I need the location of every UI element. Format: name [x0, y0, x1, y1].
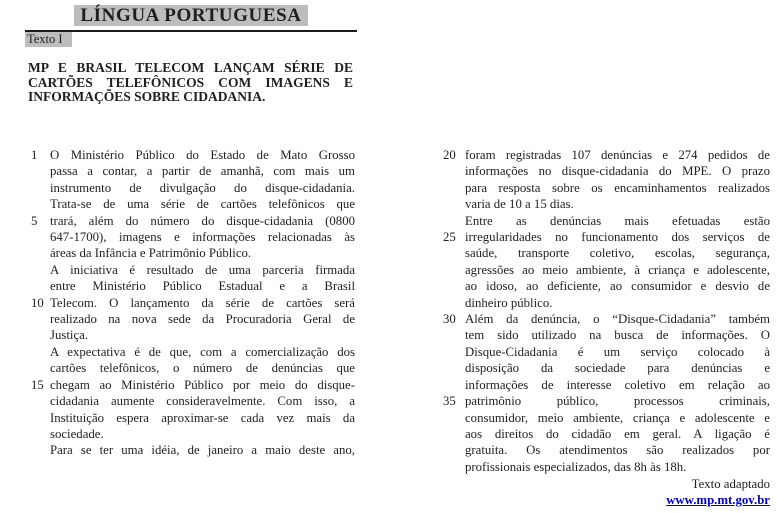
line-number: 5 [31, 213, 38, 228]
line-number: 15 [31, 377, 44, 392]
text-row [31, 327, 355, 343]
text-line: foram registradas 107 denúncias e 274 pedidos de [465, 148, 770, 162]
headline-line: INFORMAÇÕES SOBRE CIDADANIA. [28, 89, 266, 105]
website-link[interactable]: www.mp.mt.gov.br [666, 493, 770, 508]
text-line: tem sido utilizado na busca de informações. O [465, 328, 770, 343]
text-row [31, 262, 355, 278]
text-row [443, 180, 770, 196]
text-row [443, 442, 770, 458]
credit-text: Texto adaptado [691, 477, 770, 491]
text-row [443, 344, 770, 360]
text-row [31, 344, 355, 360]
text-line: aos direitos do cidadão em geral. A ligação é [465, 426, 770, 441]
article-headline [28, 61, 353, 105]
text-line: agressões ao meio ambiente, à criança e adolescente, [465, 262, 770, 277]
text-row [443, 426, 770, 442]
page-title: LÍNGUA PORTUGUESA [74, 5, 307, 26]
text-row [31, 245, 355, 261]
text-line: sociedade. [50, 426, 104, 441]
text-row [443, 229, 770, 245]
text-line: informações de interesse coletivo em relação ao [465, 377, 770, 392]
text-row [31, 213, 355, 229]
text-line: para resposta sobre os encaminhamentos realizados [465, 180, 770, 195]
text-row [443, 377, 770, 393]
text-line: trará, além do número do disque-cidadania (0800 [50, 213, 355, 228]
text-line: consumidor, meio ambiente, criança e adolescente e [465, 410, 770, 425]
headline-line: CARTÕES TELEFÔNICOS COM IMAGENS E [28, 74, 353, 90]
text-row [31, 278, 355, 294]
text-line: Instituição espera aproximar-se cada vez mais da [50, 410, 355, 425]
text-row [443, 213, 770, 229]
text-line: cidadania aumente consideravelmente. Com isso, a [50, 394, 355, 409]
text-line: informações no disque-cidadania do MPE. O prazo [465, 164, 770, 179]
text-line: Disque-Cidadania é um serviço colocado à [465, 344, 770, 359]
text-line: cartões telefônicos, o número de denúncias que [50, 361, 355, 376]
text-line: realizado na nova sede da Procuradoria Geral de [50, 312, 355, 327]
text-row [443, 262, 770, 278]
text-row [31, 180, 355, 196]
text-line: instrumento de divulgação do disque-cidadania. [50, 180, 355, 195]
text-line: Para se ter uma idéia, de janeiro a maio deste ano, [50, 443, 355, 458]
text-line: Telecom. O lançamento da série de cartões será [50, 295, 355, 310]
left-text-column [31, 147, 355, 459]
text-line: irregularidades no funcionamento dos serviços de [465, 230, 770, 245]
text-line: Justiça. [50, 328, 89, 343]
line-number: 25 [443, 230, 456, 245]
text-line: A expectativa é de que, com a comercialização dos [50, 344, 355, 359]
text-row [443, 295, 770, 311]
text-line: O Ministério Público do Estado de Mato Grosso [50, 148, 355, 162]
text-row [443, 196, 770, 212]
text-row [31, 360, 355, 376]
text-row [31, 393, 355, 409]
text-row [31, 229, 355, 245]
text-row [31, 442, 355, 458]
text-line: Trata-se de uma série de cartões telefônicos que [50, 197, 355, 212]
text-line: chegam ao Ministério Público por meio do disque- [50, 377, 355, 392]
text-row [31, 295, 355, 311]
text-line: áreas da Infância e Patrimônio Público. [50, 246, 252, 261]
texto-label: Texto I [25, 32, 72, 47]
text-row [31, 410, 355, 426]
text-line: passa a contar, a partir de amanhã, com mais um [50, 164, 355, 179]
text-line: Além da denúncia, o “Disque-Cidadania” também [465, 312, 770, 327]
text-line: 647-1700), imagens e informações relacionadas às [50, 230, 355, 245]
text-row [443, 311, 770, 327]
text-row [31, 163, 355, 179]
text-row [31, 196, 355, 212]
text-row [443, 410, 770, 426]
text-row [443, 147, 770, 163]
text-row [443, 360, 770, 376]
line-number: 35 [443, 394, 456, 409]
text-line: patrimônio público, processos criminais, [465, 394, 770, 409]
text-row [31, 377, 355, 393]
line-number: 30 [443, 312, 456, 327]
text-row [443, 327, 770, 343]
text-row [31, 147, 355, 163]
line-number: 20 [443, 148, 456, 162]
text-line: dinheiro público. [465, 295, 553, 310]
line-number: 10 [31, 295, 44, 310]
title-divider [25, 30, 357, 32]
text-line: entre Ministério Público Estadual e a Brasil [50, 279, 355, 294]
text-row [31, 426, 355, 442]
text-row [443, 459, 770, 475]
text-line: disposição da sociedade para denúncias e [465, 361, 770, 376]
text-row [443, 278, 770, 294]
text-row [443, 393, 770, 409]
page-title-band [25, 5, 357, 26]
text-row [443, 163, 770, 179]
footer [465, 476, 770, 509]
line-number: 1 [31, 148, 38, 162]
text-line: Entre as denúncias mais efetuadas estão [465, 213, 770, 228]
text-row [443, 245, 770, 261]
text-line: saúde, transporte coletivo, escolas, segurança, [465, 246, 770, 261]
text-line: gratuita. Os atendimentos são realizados por [465, 443, 770, 458]
text-line: varia de 10 a 15 dias. [465, 197, 574, 212]
headline-line: MP E BRASIL TELECOM LANÇAM SÉRIE DE [28, 60, 353, 75]
text-row [31, 311, 355, 327]
right-text-column [443, 147, 770, 475]
text-line: A iniciativa é resultado de uma parceria firmada [50, 262, 355, 277]
text-line: ao idoso, ao deficiente, ao consumidor e desvio de [465, 279, 770, 294]
text-line: profissionais especializados, das 8h às 18h. [465, 459, 687, 474]
